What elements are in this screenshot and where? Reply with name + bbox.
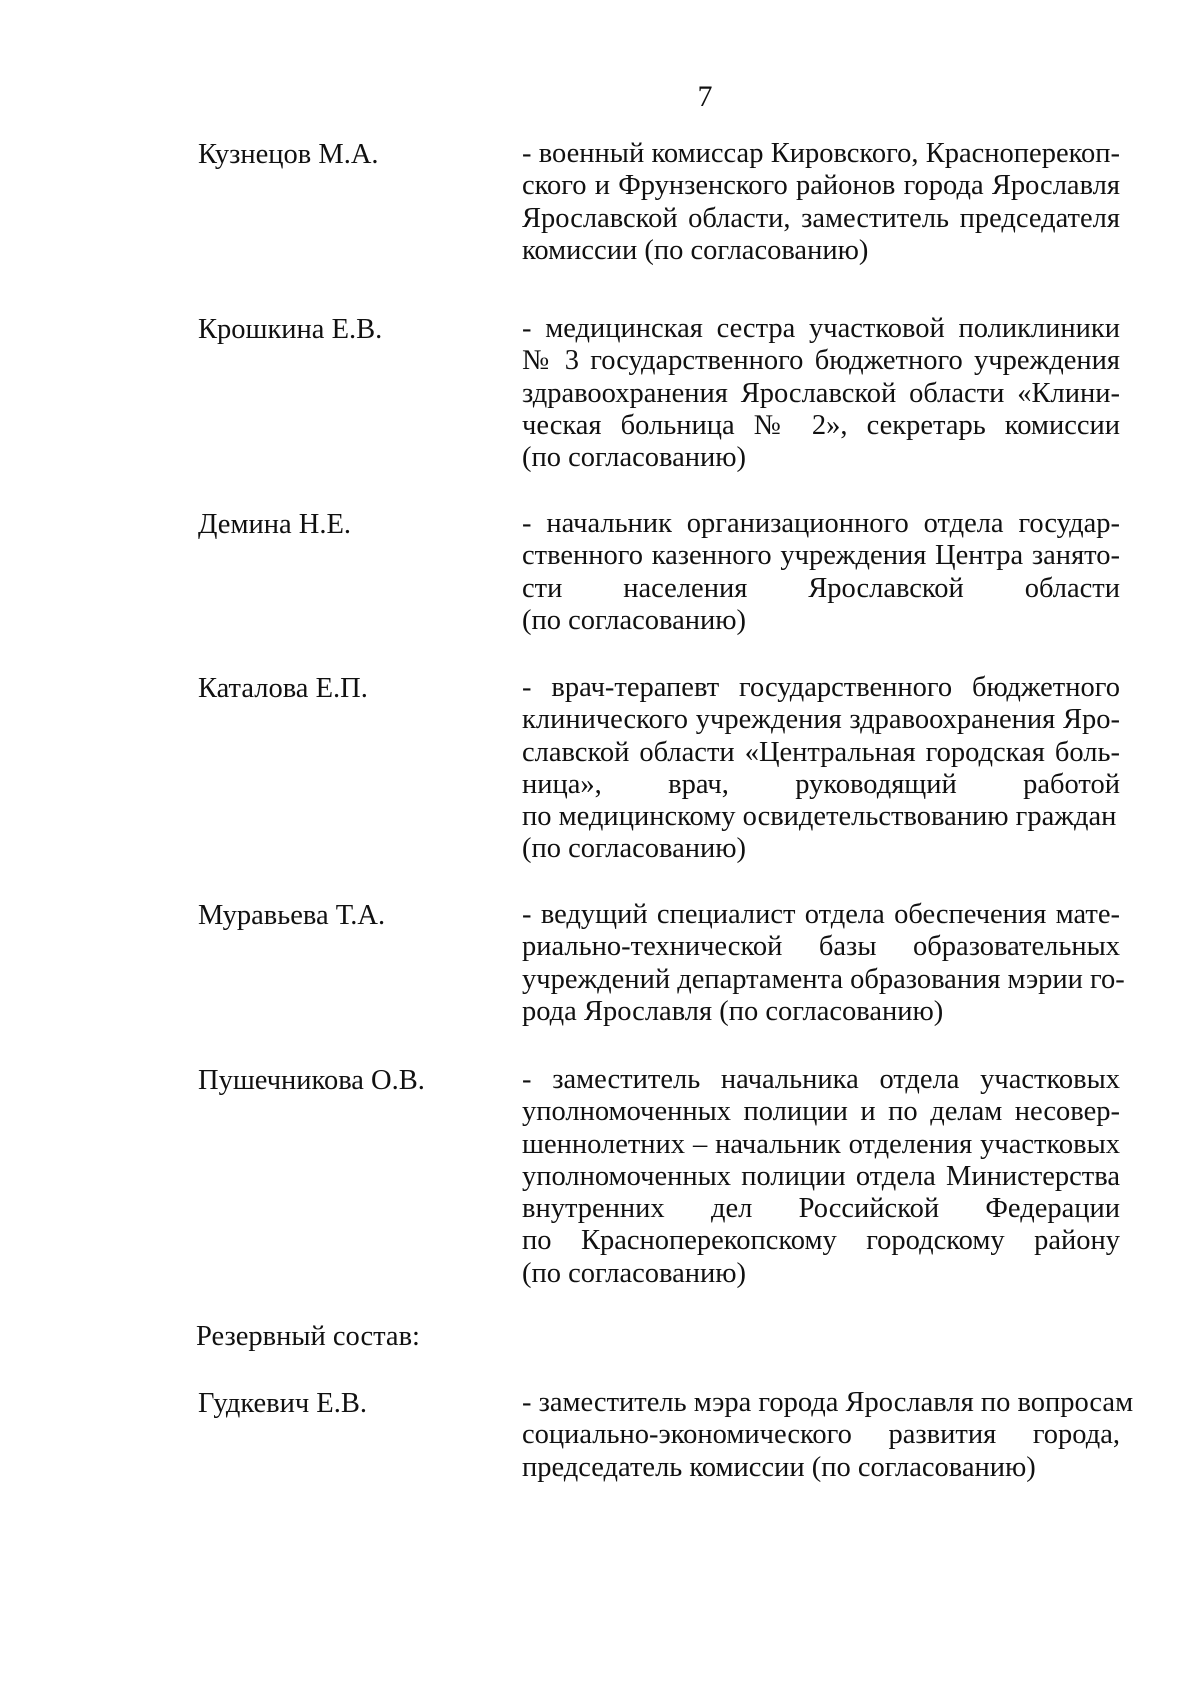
description-line: - заместитель мэра города Ярославля по вопросам xyxy=(522,1387,1134,1418)
member-name: Муравьева Т.А. xyxy=(198,900,386,931)
description-line: Ярославской области, заместитель председателя xyxy=(522,202,1120,234)
description-line: по медицинскому освидетельствованию граждан xyxy=(522,801,1117,833)
member-name: Крошкина Е.В. xyxy=(198,314,383,345)
description-line: - ведущий специалист отдела обеспечения мате- xyxy=(522,899,1120,930)
description-line: сти населения Ярославской области xyxy=(522,572,1120,604)
description-line: ского и Фрунзенского районов города Ярославля xyxy=(522,170,1120,202)
member-description xyxy=(522,672,1120,866)
description-line: шеннолетних – начальник отделения участковых xyxy=(522,1128,1120,1160)
description-line: комиссии (по согласованию) xyxy=(522,234,869,266)
description-line: по Красноперекопскому городскому району xyxy=(522,1225,1120,1257)
member-description xyxy=(522,508,1120,637)
member-name: Пушечникова О.В. xyxy=(198,1065,425,1096)
member-description xyxy=(522,138,1120,267)
member-name: Гудкевич Е.В. xyxy=(198,1388,367,1419)
member-name: Каталова Е.П. xyxy=(198,673,368,704)
description-line: уполномоченных полиции и по делам несовер- xyxy=(522,1096,1120,1128)
description-line: ческая больница № 2», секретарь комиссии xyxy=(522,409,1120,441)
reserve-section-heading: Резервный состав: xyxy=(196,1321,420,1352)
member-description xyxy=(522,899,1125,1028)
description-line: - военный комиссар Кировского, Красноперекоп- xyxy=(522,138,1120,169)
description-line: № 3 государственного бюджетного учреждения xyxy=(522,345,1120,377)
description-line: клинического учреждения здравоохранения Яро- xyxy=(522,704,1120,736)
member-description xyxy=(522,1064,1120,1290)
member-name: Демина Н.Е. xyxy=(198,509,351,540)
description-line: (по согласованию) xyxy=(522,1257,747,1289)
page-number: 7 xyxy=(697,80,713,113)
description-line: (по согласованию) xyxy=(522,833,747,865)
description-line: ница», врач, руководящий работой xyxy=(522,768,1120,800)
description-line: здравоохранения Ярославской области «Клини- xyxy=(522,377,1120,409)
description-line: председатель комиссии (по согласованию) xyxy=(522,1451,1036,1483)
member-name: Кузнецов М.А. xyxy=(198,139,379,170)
member-description xyxy=(522,313,1120,474)
description-line: учреждений департамента образования мэрии го- xyxy=(522,963,1125,995)
description-line: рода Ярославля (по согласованию) xyxy=(522,995,944,1027)
description-line: - заместитель начальника отдела участковых xyxy=(522,1064,1120,1095)
member-description xyxy=(522,1387,1134,1484)
description-line: (по согласованию) xyxy=(522,442,747,474)
description-line: (по согласованию) xyxy=(522,604,747,636)
description-line: внутренних дел Российской Федерации xyxy=(522,1193,1120,1225)
description-line: уполномоченных полиции отдела Министерства xyxy=(522,1160,1120,1192)
description-line: - начальник организационного отдела государ- xyxy=(522,508,1120,539)
description-line: - медицинская сестра участковой поликлиники xyxy=(522,313,1120,344)
description-line: славской области «Центральная городская боль- xyxy=(522,736,1120,768)
description-line: - врач-терапевт государственного бюджетного xyxy=(522,672,1120,703)
description-line: риально-технической базы образовательных xyxy=(522,931,1120,963)
description-line: социально-экономического развития города, xyxy=(522,1419,1120,1451)
description-line: ственного казенного учреждения Центра занято- xyxy=(522,540,1120,572)
